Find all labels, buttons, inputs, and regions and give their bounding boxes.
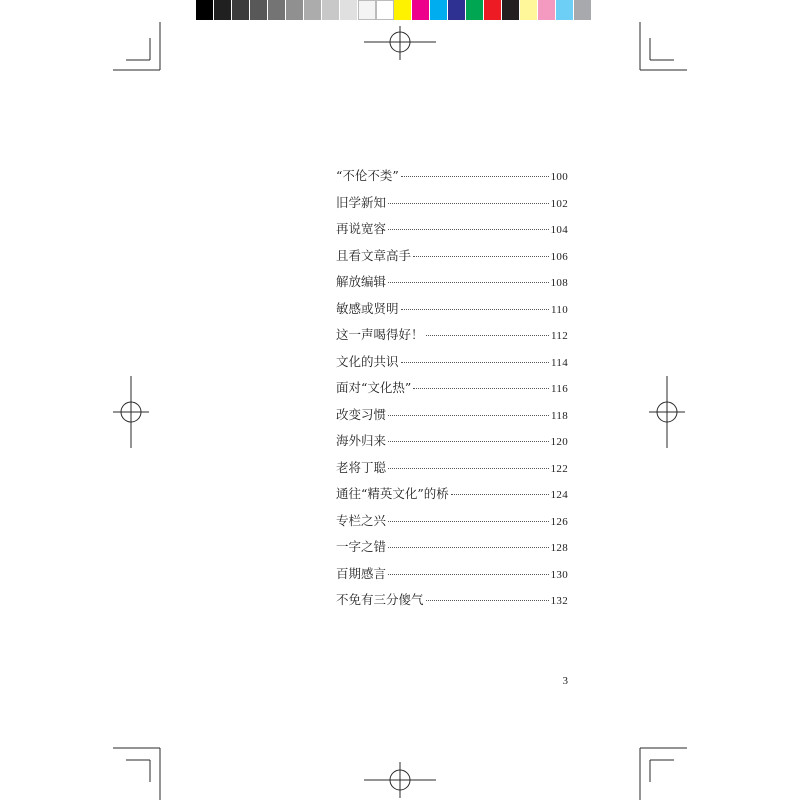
toc-entry-page: 124 xyxy=(550,489,568,501)
toc-entry-page: 108 xyxy=(550,277,568,289)
toc-entry-page: 128 xyxy=(550,542,568,554)
table-of-contents xyxy=(336,166,568,617)
toc-entry-page: 110 xyxy=(551,303,568,316)
toc-entry-page: 102 xyxy=(550,197,568,210)
toc-entry xyxy=(336,272,568,299)
toc-entry-title: 不免有三分傻气 xyxy=(336,592,424,607)
toc-entry-page: 118 xyxy=(551,409,568,422)
registration-mark-top xyxy=(364,26,436,60)
dot-leader xyxy=(388,574,549,575)
toc-entry-page: 126 xyxy=(550,515,568,528)
toc-entry-title: 面对“文化热” xyxy=(336,380,412,395)
toc-entry xyxy=(336,299,568,326)
dot-leader xyxy=(401,309,549,310)
toc-entry xyxy=(336,193,568,220)
toc-entry-title: 文化的共识 xyxy=(336,353,399,369)
toc-entry xyxy=(336,511,568,538)
toc-entry xyxy=(336,378,568,405)
toc-entry-page: 116 xyxy=(551,383,568,395)
toc-entry-title: 敏感或贤明 xyxy=(336,300,399,316)
toc-entry-title: 这一声喝得好！ xyxy=(336,327,424,342)
toc-entry-page: 112 xyxy=(551,330,568,342)
toc-entry xyxy=(336,564,568,591)
toc-entry xyxy=(336,166,568,193)
dot-leader xyxy=(401,362,549,363)
toc-entry-title: 老将丁聪 xyxy=(336,459,387,475)
toc-entry-title: 且看文章高手 xyxy=(336,247,412,263)
toc-entry xyxy=(336,458,568,485)
toc-entry xyxy=(336,219,568,246)
registration-mark-left xyxy=(113,376,149,448)
toc-entry-title: 解放编辑 xyxy=(336,274,387,289)
toc-entry-title: 百期感言 xyxy=(336,565,387,581)
toc-entry-title: 旧学新知 xyxy=(336,194,387,210)
toc-entry-title: 专栏之兴 xyxy=(336,512,387,528)
toc-entry xyxy=(336,405,568,432)
dot-leader xyxy=(413,256,549,257)
toc-entry-title: 通往“精英文化”的桥 xyxy=(336,486,449,501)
toc-entry-page: 100 xyxy=(550,171,568,183)
dot-leader xyxy=(388,415,549,416)
toc-entry xyxy=(336,431,568,458)
toc-entry-page: 122 xyxy=(550,462,568,475)
toc-entry-title: 改变习惯 xyxy=(336,406,387,422)
dot-leader xyxy=(388,521,549,522)
registration-mark-right xyxy=(649,376,685,448)
toc-entry xyxy=(336,246,568,273)
registration-mark-bottom xyxy=(364,762,436,798)
toc-entry-title: 海外归来 xyxy=(336,433,387,448)
toc-entry-title: 再说宽容 xyxy=(336,221,387,236)
toc-entry xyxy=(336,352,568,379)
dot-leader xyxy=(388,229,549,230)
dot-leader xyxy=(401,176,549,177)
toc-entry-page: 132 xyxy=(550,595,568,607)
toc-entry-page: 106 xyxy=(550,250,568,263)
dot-leader xyxy=(426,335,549,336)
dot-leader xyxy=(426,600,549,601)
toc-entry-page: 130 xyxy=(550,568,568,581)
dot-leader xyxy=(388,203,549,204)
dot-leader xyxy=(413,388,549,389)
dot-leader xyxy=(388,468,549,469)
toc-entry-page: 104 xyxy=(550,224,568,236)
dot-leader xyxy=(388,282,549,283)
page-number: 3 xyxy=(562,675,568,687)
toc-entry-title: 一字之错 xyxy=(336,539,387,554)
dot-leader xyxy=(451,494,549,495)
toc-entry-page: 120 xyxy=(550,436,568,448)
toc-entry xyxy=(336,325,568,352)
dot-leader xyxy=(388,441,549,442)
toc-entry xyxy=(336,484,568,511)
toc-entry xyxy=(336,590,568,617)
toc-entry xyxy=(336,537,568,564)
toc-entry-page: 114 xyxy=(551,356,568,369)
dot-leader xyxy=(388,547,549,548)
toc-entry-title: “不伦不类” xyxy=(336,168,399,183)
